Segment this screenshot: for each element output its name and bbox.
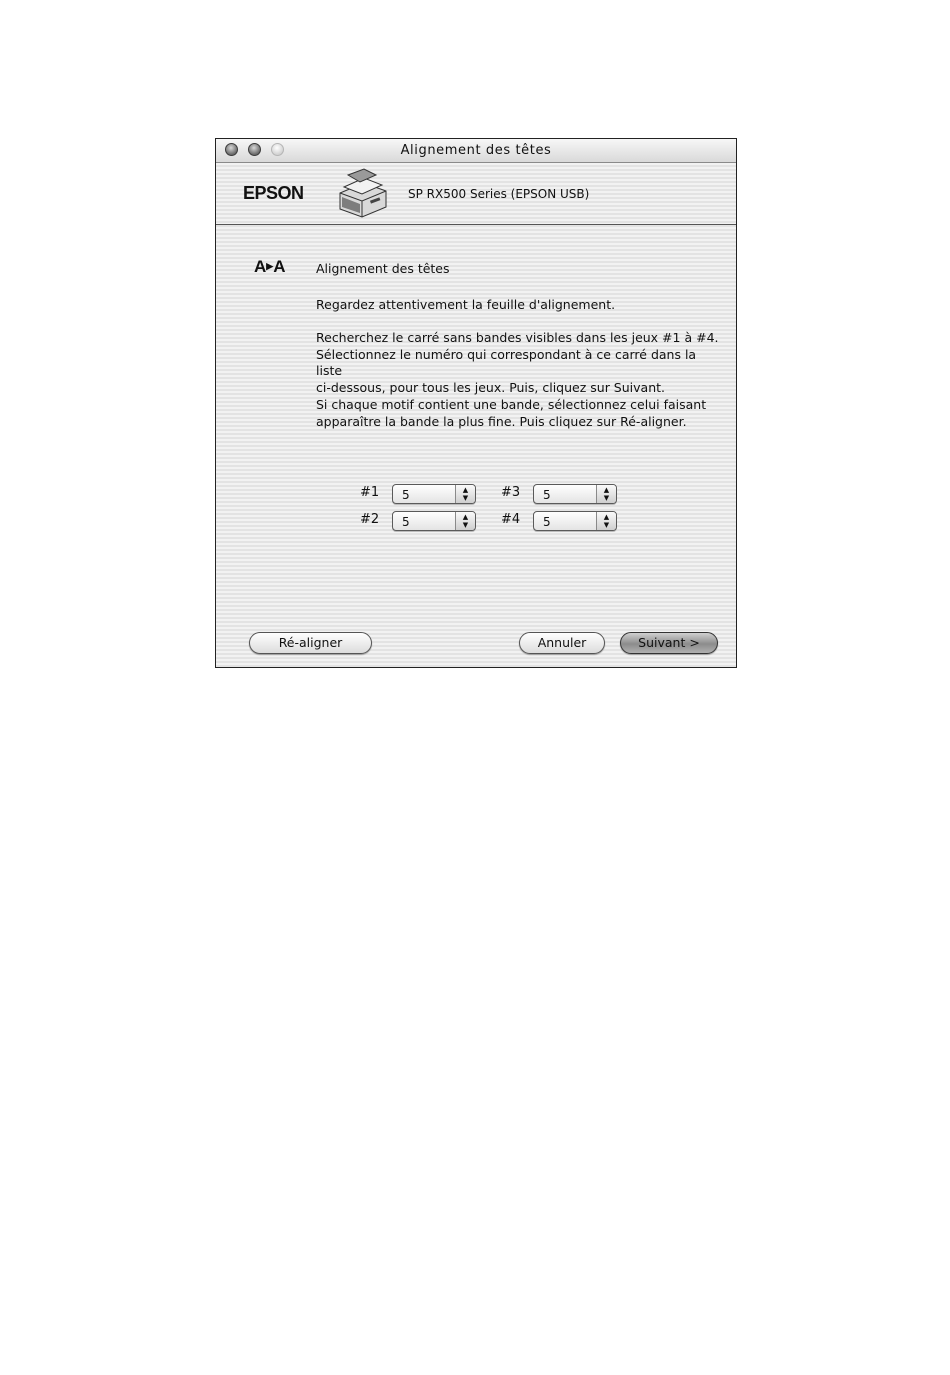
instruction-line: Sélectionnez le numéro qui correspondant à ce carré dans la liste <box>316 346 697 378</box>
set-1-label: #1 <box>360 485 380 500</box>
printer-icon <box>334 167 390 221</box>
instruction-line: Si chaque motif contient une bande, sélectionnez celui faisant <box>316 397 707 412</box>
alignment-dialog <box>215 138 737 668</box>
updown-arrows-icon: ▲ ▼ <box>596 485 616 503</box>
updown-arrows-icon: ▲ ▼ <box>596 512 616 530</box>
instruction-line: Recherchez le carré sans bandes visibles dans les jeux #1 à #4. <box>316 330 719 345</box>
instruction-line: ci-dessous, pour tous les jeux. Puis, cliquez sur Suivant. <box>316 379 665 395</box>
instruction-line: apparaître la bande la plus fine. Puis cliquez sur Ré-aligner. <box>316 413 687 429</box>
instruction-paragraph-2 <box>316 330 726 396</box>
window-title: Alignement des têtes <box>400 143 552 158</box>
set-4-value: 5 <box>543 515 551 529</box>
section-title: Alignement des têtes <box>316 261 450 276</box>
set-2-select[interactable] <box>392 511 476 531</box>
dialog-header <box>216 163 736 225</box>
next-button[interactable]: Suivant > <box>620 632 718 654</box>
set-2-label: #2 <box>360 512 380 527</box>
title-bar[interactable] <box>216 139 736 163</box>
set-3-label: #3 <box>501 485 521 500</box>
cancel-button[interactable]: Annuler <box>519 632 605 654</box>
set-4-select[interactable] <box>533 511 617 531</box>
device-name: SP RX500 Series (EPSON USB) <box>408 187 590 201</box>
set-1-value: 5 <box>402 488 410 502</box>
updown-arrows-icon: ▲ ▼ <box>455 485 475 503</box>
head-alignment-icon: A▶A <box>254 257 286 276</box>
updown-arrows-icon: ▲ ▼ <box>455 512 475 530</box>
set-3-value: 5 <box>543 488 551 502</box>
set-4-label: #4 <box>501 512 521 527</box>
instruction-paragraph-1: Regardez attentivement la feuille d'alignement. <box>316 297 616 312</box>
set-3-select[interactable] <box>533 484 617 504</box>
instruction-paragraph-3 <box>316 397 726 430</box>
set-2-value: 5 <box>402 515 410 529</box>
set-1-select[interactable] <box>392 484 476 504</box>
epson-logo: EPSON <box>243 183 304 203</box>
realign-button[interactable]: Ré-aligner <box>249 632 372 654</box>
